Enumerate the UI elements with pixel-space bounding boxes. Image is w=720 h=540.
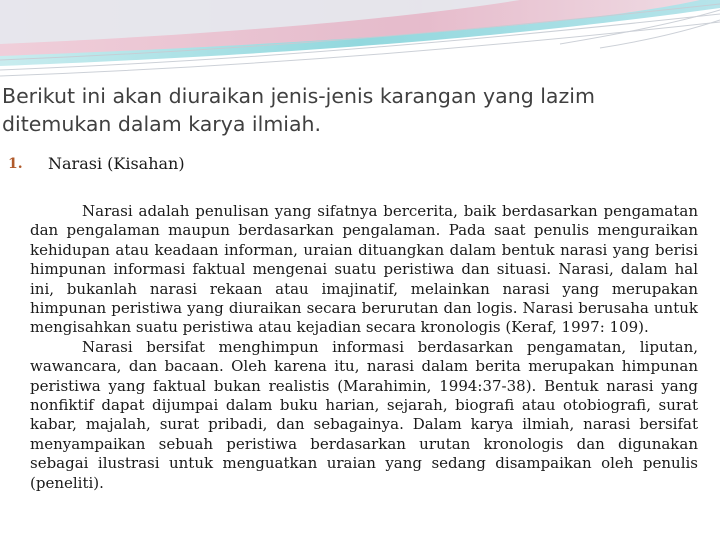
- paragraph-2: Narasi bersifat menghimpun informasi berdasarkan pengamatan, liputan, wawancara, dan bacaan. Oleh karena itu, narasi dalam berita merupakan himpunan peristiwa yang faktual bukan realistis (Marahimin, 1994:37-38). Bentuk narasi yang nonfiktif dapat dijumpai dalam buku harian, sejarah, biografi atau otobiografi, surat kabar, majalah, surat pribadi, dan sebagainya. Dalam karya ilmiah, narasi bersifat menyampaikan sebuah peristiwa berdasarkan urutan kronologis dan digunakan sebagai ilustrasi untuk menguatkan uraian yang sedang disampaikan oleh penulis (peneliti).: [30, 337, 698, 492]
- decorative-banner: [0, 0, 720, 80]
- list-number: 1.: [8, 156, 23, 172]
- list-item-narasi: [8, 152, 608, 178]
- list-title: Narasi (Kisahan): [48, 154, 185, 173]
- page-heading: Berikut ini akan diuraikan jenis-jenis karangan yang lazim ditemukan dalam karya ilmiah.: [2, 84, 595, 136]
- paragraph-1: Narasi adalah penulisan yang sifatnya bercerita, baik berdasarkan pengamatan dan pengalaman maupun berdasarkan pengalaman. Pada saat penulis menguraikan kehidupan atau keadaan informan, uraian dituangkan dalam bentuk narasi yang berisi himpunan informasi faktual mengenai suatu peristiwa dan situasi. Narasi, dalam hal ini, bukanlah narasi rekaan atau imajinatif, melainkan narasi yang merupakan himpunan peristiwa yang diuraikan secara berurutan dan logis. Narasi berusaha untuk mengisahkan suatu peristiwa atau kejadian secara kronologis (Keraf, 1997: 109).: [30, 202, 698, 337]
- body-text: [30, 202, 698, 493]
